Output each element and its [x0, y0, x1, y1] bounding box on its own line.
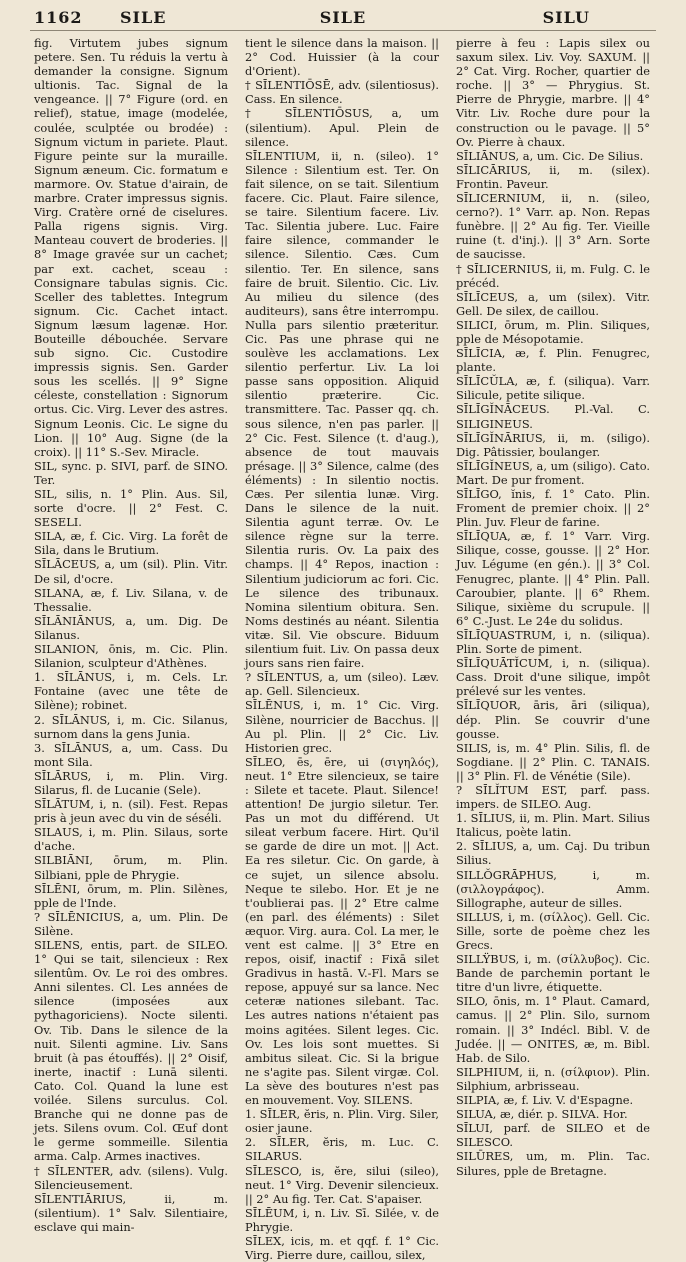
dictionary-entry: † SĪLENTER, adv. (silens). Vulg. Silencieusement. [34, 1163, 228, 1192]
dictionary-entry: SĪLĪCŬLA, æ, f. (siliqua). Varr. Silicule, petite silique. [456, 374, 650, 403]
running-head-center: SILE [319, 8, 367, 27]
dictionary-entry: SILŪRES, um, m. Plin. Tac. Silures, pple de Bretagne. [456, 1149, 650, 1178]
dictionary-entry: SĪLĒNUS, i, m. 1° Cic. Virg. Silène, nourricier de Bacchus. || Au pl. Plin. || 2° Cic. Liv. Historien grec. [245, 698, 439, 755]
dictionary-entry: SILAUS, i, m. Plin. Silaus, sorte d'ache. [34, 825, 228, 854]
dictionary-entry: SĪLĀNIĀNUS, a, um. Dig. De Silanus. [34, 613, 228, 642]
dictionary-entry: SILBIĀNI, ōrum, m. Plin. Silbiani, pple de Phrygie. [34, 853, 228, 882]
dictionary-entry: SĪLĪCEUS, a, um (silex). Vitr. Gell. De silex, de caillou. [456, 289, 650, 318]
dictionary-entry: SILPHIUM, ii, n. (σίλφιον). Plin. Silphium, arbrisseau. [456, 1064, 650, 1093]
dictionary-entry: SILICI, ōrum, m. Plin. Siliques, pple de Mésopotamie. [456, 317, 650, 346]
dictionary-entry: SĪLĀTUM, i, n. (sil). Fest. Repas pris à jeun avec du vin de séséli. [34, 797, 228, 826]
dictionary-entry: SILIS, is, m. 4° Plin. Silis, fl. de Sogdiane. || 2° Plin. C. TANAIS. || 3° Plin. Fl. de Vénétie (Sile). [456, 740, 650, 783]
dictionary-entry: SĪLĪGO, ĭnis, f. 1° Cato. Plin. Froment de premier choix. || 2° Plin. Juv. Fleur de farine. [456, 487, 650, 530]
dictionary-entry: SĪLĒNI, ōrum, m. Plin. Silènes, pple de l'Inde. [34, 881, 228, 910]
dictionary-entry: 2. SĪLIUS, a, um. Caj. Du tribun Silius. [456, 839, 650, 868]
dictionary-entry: SIL, silis, n. 1° Plin. Aus. Sil, sorte d'ocre. || 2° Fest. C. SESELI. [34, 487, 228, 530]
dictionary-entry: † SĪLICERNIUS, ii, m. Fulg. C. le précéd. [456, 261, 650, 290]
dictionary-entry: pierre à feu : Lapis silex ou saxum silex. Liv. Voy. SAXUM. || 2° Cat. Virg. Rocher, quartier de roche. || 3° — Phrygius. St. Pierre de Phrygie, marbre. || 4° Vitr. Liv. Roche dure pour la construction ou le pavage. || 5° Ov. Pierre à chaux. [456, 36, 650, 149]
dictionary-entry: SILLŸBUS, i, m. (σίλλυβος). Cic. Bande de parchemin portant le titre d'un livre, étiquette. [456, 952, 650, 995]
dictionary-entry: SĪLĪQUA, æ, f. 1° Varr. Virg. Silique, cosse, gousse. || 2° Hor. Juv. Légume (en gén.). || 3° Col. Fenugrec, plante. || 4° Plin. Pall. Caroubier, plante. || 6° Rhem. Silique, sixième du scrupule. || 6° C.-Just. Le 24e du solidus. [456, 529, 650, 628]
dictionary-entry: SILANION, ōnis, m. Cic. Plin. Silanion, sculpteur d'Athènes. [34, 642, 228, 671]
dictionary-entry: 3. SĪLĀNUS, a, um. Cass. Du mont Sila. [34, 740, 228, 769]
header-rule [30, 30, 656, 31]
dictionary-entry: SĪLĀRUS, i, m. Plin. Virg. Silarus, fl. de Lucanie (Sele). [34, 768, 228, 797]
dictionary-entry: fig. Virtutem jubes signum petere. Sen. Tu réduis la vertu à demander la consigne. Signum ultionis. Tac. Signal de la vengeance. || 7° Figure (ord. en relief), statue, image (modelée, coulée, sculptée ou brodée) : Signum victum in pariete. Plaut. Figure peinte sur la muraille. Signum æneum. Cic. formatum e marmore. Ov. Statue d'airain, de marbre. Crater impressus signis. Virg. Cratère orné de ciselures. Palla rigens signis. Virg. Manteau couvert de broderies. || 8° Image gravée sur un cachet; par ext. cachet, sceau : Consignare tabulas signis. Cic. Sceller des tablettes. Integrum signum. Cic. Cachet intact. Signum læsum lagenæ. Hor. Bouteille débouchée. Servare sub signo. Cic. Custodire impressis signis. Sen. Garder sous les scellés. || 9° Signe céleste, constellation : Signorum ortus. Cic. Virg. Lever des astres. Signum Leonis. Cic. Le signe du Lion. || 10° Aug. Signe (de la croix). || 11° S.-Sev. Miracle. [34, 36, 228, 459]
dictionary-entry: † SĪLENTIŌSUS, a, um (silentium). Apul. Plein de silence. [245, 106, 439, 149]
dictionary-entry: SĪLĪGĬNĀRIUS, ii, m. (siligo). Dig. Pâtissier, boulanger. [456, 430, 650, 459]
dictionary-entry: SĪLUI, parf. de SILEO et de SILESCO. [456, 1121, 650, 1150]
dictionary-entry: SĪLĀCEUS, a, um (sil). Plin. Vitr. De sil, d'ocre. [34, 557, 228, 586]
dictionary-entry: SILO, ōnis, m. 1° Plaut. Camard, camus. || 2° Plin. Silo, surnom romain. || 3° Indécl. Bibl. V. de Judée. || — ONITES, æ, m. Bibl. Hab. de Silo. [456, 994, 650, 1065]
running-head-right: SILU [542, 8, 590, 27]
dictionary-entry: SĪLĪGĬNĀCEUS. Pl.-Val. C. SILIGINEUS. [456, 402, 650, 431]
dictionary-entry: SĪLICERNIUM, ii, n. (sileo, cerno?). 1° Varr. ap. Non. Repas funèbre. || 2° Au fig. Ter. Vieille ruine (t. d'inj.). || 3° Arn. Sorte de saucisse. [456, 191, 650, 262]
dictionary-entry: ? SĪLĒNICIUS, a, um. Plin. De Silène. [34, 909, 228, 938]
dictionary-entry: SĪLEO, ēs, ēre, ui (σιγηλός), neut. 1° Etre silencieux, se taire : Silete et tacete. Plaut. Silence! attention! De jurgio siletur. Ter. Pas un mot du différend. Ut sileat verbum facere. Hirt. Qu'il se garde de dire un mot. || Act. Ea res siletur. Cic. On garde, à ce sujet, un silence absolu. Neque te silebo. Hor. Et je ne t'oublierai pas. || 2° Etre calme (en parl. des éléments) : Silet æquor. Virg. aura. Col. La mer, le vent est calme. || 3° Etre en repos, oisif, inactif : Fixā silet Gradivus in hastā. V.-Fl. Mars se repose, appuyé sur sa lance. Nec ceteræ nationes silebant. Tac. Les autres nations n'étaient pas moins agitées. Silent leges. Cic. Ov. Les lois sont muettes. Si ambitus sileat. Cic. Si la brigue ne s'agite pas. Silent virgæ. Col. La sève des boutures n'est pas en mouvement. Voy. SILENS. [245, 754, 439, 1108]
dictionary-entry: SĪLENTIĀRIUS, ii, m. (silentium). 1° Salv. Silentiaire, esclave qui main- [34, 1191, 228, 1234]
dictionary-entry: SILANA, æ, f. Liv. Silana, v. de Thessalie. [34, 585, 228, 614]
dictionary-entry: SĪLESCO, is, ĕre, silui (sileo), neut. 1° Virg. Devenir silencieux. || 2° Au fig. Ter. Cat. S'apaiser. [245, 1163, 439, 1206]
dictionary-entry: SĪLĒUM, i, n. Liv. Sī. Silée, v. de Phrygie. [245, 1205, 439, 1234]
dictionary-entry: SĪLEX, icis, m. et qqf. f. 1° Cic. Virg. Pierre dure, caillou, silex, [245, 1233, 439, 1262]
dictionary-entry: 1. SĪLIUS, ii, m. Plin. Mart. Silius Italicus, poète latin. [456, 811, 650, 840]
running-head-left: SILE [120, 8, 167, 27]
dictionary-entry: SILLUS, i, m. (σίλλος). Gell. Cic. Sille, sorte de poème chez les Grecs. [456, 909, 650, 952]
dictionary-entry: tient le silence dans la maison. || 2° Cod. Huissier (à la cour d'Orient). [245, 36, 439, 79]
column-3 [456, 36, 650, 1178]
dictionary-entry: SĪLĪQUOR, āris, āri (siliqua), dép. Plin. Se couvrir d'une gousse. [456, 698, 650, 741]
dictionary-entry: 1. SĪLĀNUS, i, m. Cels. Lr. Fontaine (avec une tête de Silène); robinet. [34, 670, 228, 713]
dictionary-entry: 1. SĪLER, ĕris, n. Plin. Virg. Siler, osier jaune. [245, 1107, 439, 1136]
dictionary-entry: SĪLĪCIA, æ, f. Plin. Fenugrec, plante. [456, 346, 650, 375]
column-2 [245, 36, 439, 1262]
dictionary-entry: ? SĪLĬTUM EST, parf. pass. impers. de SILEO. Aug. [456, 782, 650, 812]
dictionary-entry: SĪLIĀNUS, a, um. Cic. De Silius. [456, 148, 644, 163]
dictionary-entry: SĪLĪQUĀTĬCUM, i, n. (siliqua). Cass. Droit d'une silique, impôt prélevé sur les ventes. [456, 656, 650, 699]
dictionary-entry: 2. SĪLĀNUS, i, m. Cic. Silanus, surnom dans la gens Junia. [34, 712, 228, 741]
dictionary-entry: SILUA, æ, diér. p. SILVA. Hor. [456, 1107, 628, 1122]
dictionary-entry: SĪLĪQUASTRUM, i, n. (siliqua). Plin. Sorte de piment. [456, 627, 650, 657]
dictionary-entry: SIL, sync. p. SIVI, parf. de SINO. Ter. [34, 458, 228, 487]
dictionary-entry: SILLŎGRĀPHUS, i, m. (σιλλογράφος). Amm. Sillographe, auteur de silles. [456, 867, 650, 910]
dictionary-entry: SĪLENTIUM, ii, n. (sileo). 1° Silence : Silentium est. Ter. On fait silence, on se tait. Silentium facere. Cic. Plaut. Faire silence, se taire. Silentium facere. Liv. Tac. Silentia jubere. Luc. Faire faire silence, commander le silence. Silentio. Cæs. Cum silentio. Ter. En silence, sans faire de bruit. Silentio. Cic. Liv. Au milieu du silence (des auditeurs), sans être interrompu. Nulla pars silentio præteritur. Cic. Pas une phrase qui ne soulève les acclamations. Lex silentio perfertur. Liv. La loi passe sans opposition. Aliquid silentio præterire. Cic. transmittere. Tac. Passer qq. ch. sous silence, n'en pas parler. || 2° Cic. Fest. Silence (t. d'aug.), absence de tout mauvais présage. || 3° Silence, calme (des éléments) : In silentio noctis. Cæs. Per silentia lunæ. Virg. Dans le silence de la nuit. Silentia agunt terræ. Ov. Le silence règne sur la terre. Silentia ruris. Ov. La paix des champs. || 4° Repos, inaction : Silentium judiciorum ac fori. Cic. Le silence des tribunaux. Nomina silentium obitura. Sen. Noms destinés au néant. Silentia vitæ. Sil. Vie obscure. Biduum silentium fuit. Liv. On passa deux jours sans rien faire. [245, 148, 439, 671]
page-number: 1162 [34, 8, 83, 27]
dictionary-entry: SILPIA, æ, f. Liv. V. d'Espagne. [456, 1093, 634, 1108]
dictionary-entry: SILA, æ, f. Cic. Virg. La forêt de Sila, dans le Brutium. [34, 529, 228, 558]
dictionary-entry: SĪLICĀRIUS, ii, m. (silex). Frontin. Paveur. [456, 162, 650, 191]
dictionary-entry: 2. SĪLER, ĕris, m. Luc. C. SILARUS. [245, 1135, 439, 1164]
column-1 [34, 36, 228, 1234]
dictionary-entry: SILENS, entis, part. de SILEO. 1° Qui se tait, silencieux : Rex silentûm. Ov. Le roi des ombres. Anni silentes. Cl. Les années de silence (imposées aux pythagoriciens). Nocte silenti. Ov. Tib. Dans le silence de la nuit. Silenti agmine. Liv. Sans bruit (à pas étouffés). || 2° Oisif, inerte, inactif : Lunā silenti. Cato. Col. Quand la lune est voilée. Silens surculus. Col. Branche qui ne donne pas de jets. Silens ovum. Col. Œuf dont le germe sommeille. Silentia arma. Calp. Armes inactives. [34, 938, 228, 1164]
dictionary-entry: ? SĪLENTUS, a, um (sileo). Læv. ap. Gell. Silencieux. [245, 670, 439, 699]
dictionary-entry: † SĪLENTIŌSĒ, adv. (silentiosus). Cass. En silence. [245, 78, 439, 107]
dictionary-entry: SĪLĪGĬNEUS, a, um (siligo). Cato. Mart. De pur froment. [456, 458, 650, 487]
